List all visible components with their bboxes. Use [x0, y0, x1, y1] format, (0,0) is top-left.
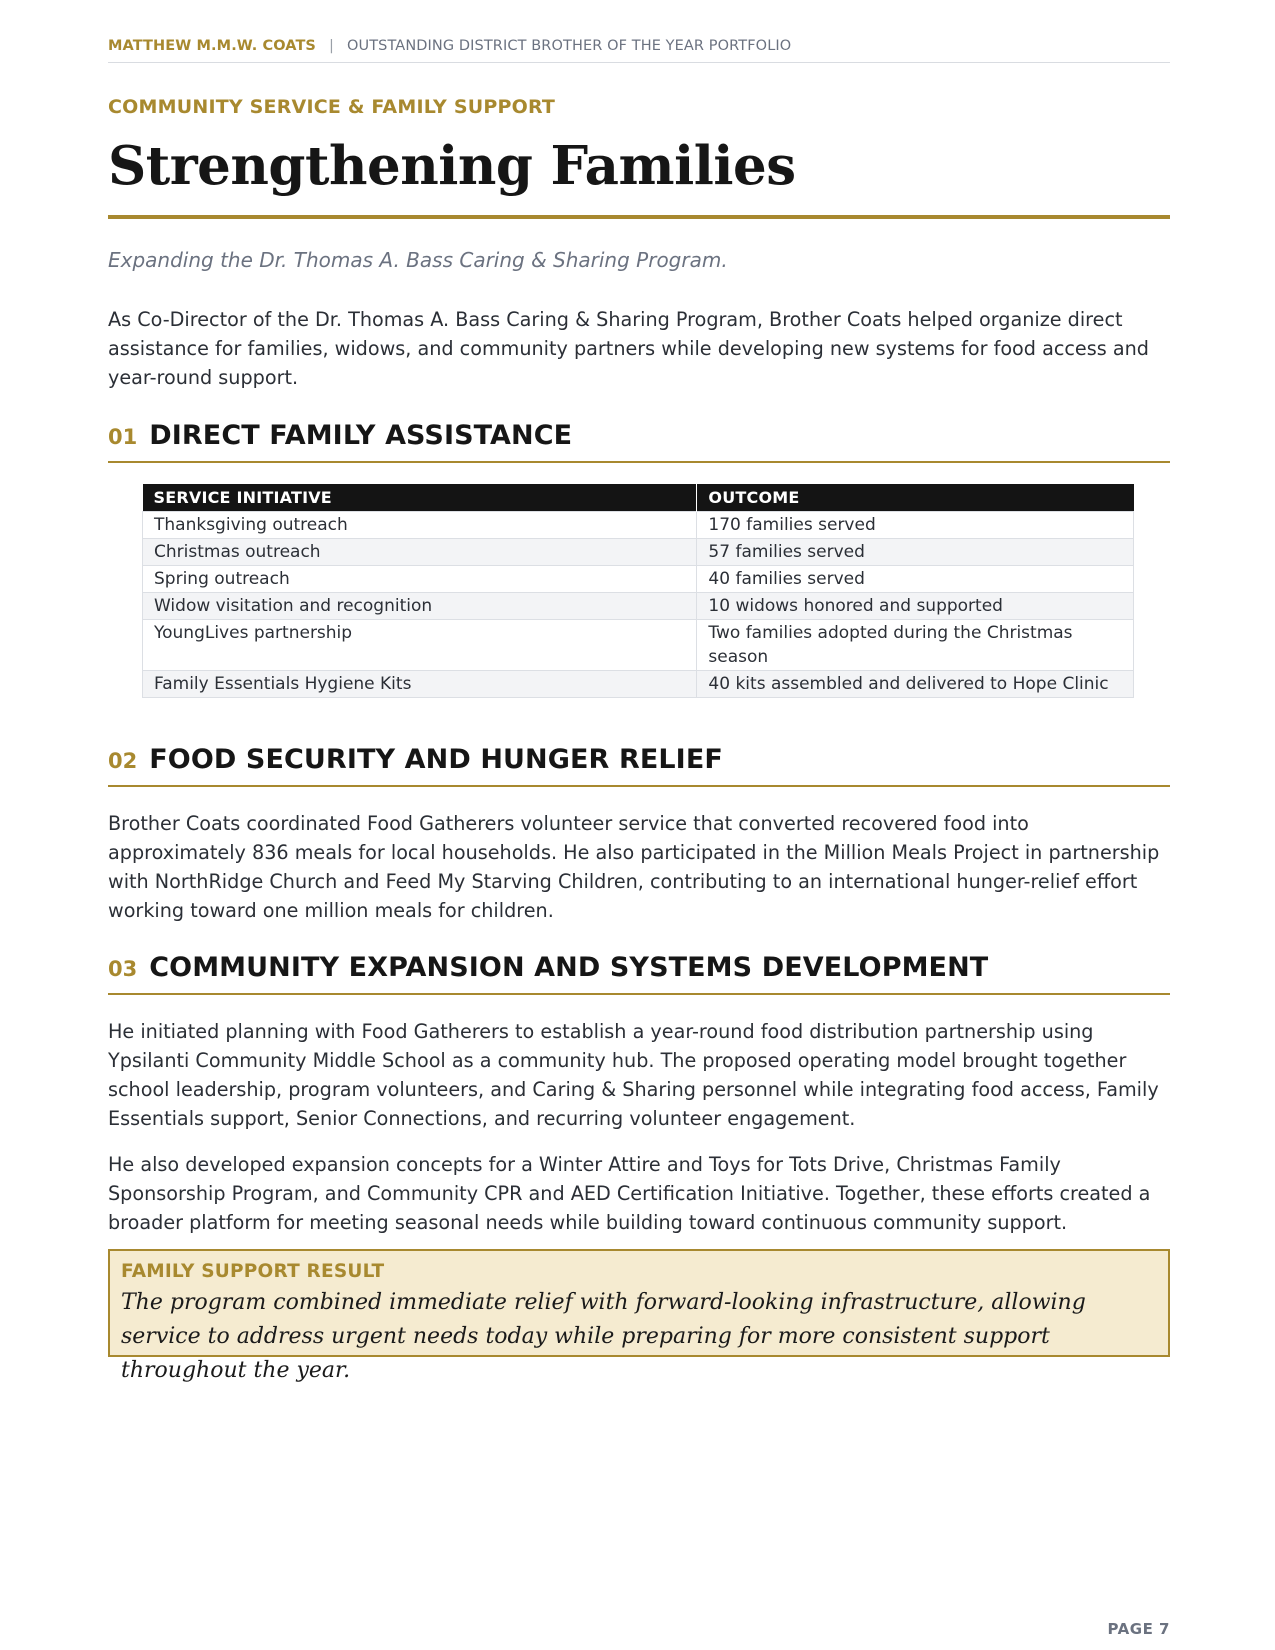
section-kicker: COMMUNITY SERVICE & FAMILY SUPPORT — [108, 96, 556, 118]
family-support-result-callout — [108, 1249, 1170, 1383]
section-title: COMMUNITY EXPANSION AND SYSTEMS DEVELOPMENT — [149, 952, 989, 983]
table-cell-initiative: Thanksgiving outreach — [143, 511, 697, 538]
section-number: 02 — [108, 749, 138, 773]
section-number: 03 — [108, 957, 138, 981]
section-heading-community-expansion — [108, 952, 1170, 995]
table-cell-outcome: 10 widows honored and supported — [697, 592, 1134, 619]
table-cell-outcome: 57 families served — [697, 538, 1134, 565]
section-heading-food-security — [108, 744, 1170, 787]
page-subtitle: Expanding the Dr. Thomas A. Bass Caring & Sharing Program. — [108, 248, 728, 272]
document-page — [108, 0, 1170, 1650]
table-cell-outcome: 170 families served — [697, 511, 1134, 538]
expansion-paragraph: He initiated planning with Food Gatherers to establish a year-round food distribution partnership using Ypsilanti Community Middle School as a community hub. The proposed operating model brought together school leadership, program volunteers, and Caring & Sharing personnel while integrating food access, Family Essentials support, Senior Connections, and recurring volunteer engagement. — [108, 1020, 1159, 1130]
column-header-service-initiative: SERVICE INITIATIVE — [143, 484, 697, 511]
expansion-paragraph: He also developed expansion concepts for a Winter Attire and Toys for Tots Drive, Christmas Family Sponsorship Program, and Community CPR and AED Certification Initiative. Together, these efforts created a broader platform for meeting seasonal needs while building toward continuous community support. — [108, 1153, 1151, 1234]
table-cell-initiative: Widow visitation and recognition — [143, 592, 697, 619]
header-author-name: MATTHEW M.M.W. COATS — [108, 38, 316, 54]
title-divider — [108, 215, 1170, 219]
table-row — [143, 565, 1134, 592]
section-title: DIRECT FAMILY ASSISTANCE — [149, 420, 573, 451]
table-header-row — [143, 484, 1134, 511]
table-row — [143, 511, 1134, 538]
table-cell-outcome: 40 families served — [697, 565, 1134, 592]
table-row — [143, 592, 1134, 619]
callout-quote: The program combined immediate relief with forward-looking infrastructure, allowing service to address urgent needs today while preparing for more consistent support throughout the year. — [121, 1290, 1086, 1383]
section-heading-direct-family-assistance — [108, 420, 1170, 463]
column-header-outcome: OUTCOME — [697, 484, 1134, 511]
table-cell-initiative: Christmas outreach — [143, 538, 697, 565]
table-cell-initiative: Spring outreach — [143, 565, 697, 592]
table-cell-outcome: 40 kits assembled and delivered to Hope Clinic — [697, 670, 1134, 697]
section-number: 01 — [108, 425, 138, 449]
header-separator: | — [328, 38, 334, 54]
table-cell-outcome: Two families adopted during the Christmas season — [697, 619, 1134, 670]
section-title: FOOD SECURITY AND HUNGER RELIEF — [149, 744, 723, 775]
callout-label: FAMILY SUPPORT RESULT — [121, 1261, 385, 1282]
table-row — [143, 670, 1134, 697]
service-initiative-table — [142, 484, 1134, 698]
table-cell-initiative: YoungLives partnership — [143, 619, 697, 670]
table-row — [143, 619, 1134, 670]
food-security-paragraph: Brother Coats coordinated Food Gatherers volunteer service that converted recovered food into approximately 836 meals for local households. He also participated in the Million Meals Project in partnership with NorthRidge Church and Feed My Starving Children, contributing to an international hunger-relief effort working toward one million meals for children. — [108, 812, 1160, 922]
table-row — [143, 538, 1134, 565]
intro-paragraph: As Co-Director of the Dr. Thomas A. Bass Caring & Sharing Program, Brother Coats helped organize direct assistance for families, widows, and community partners while developing new systems for food access and year-round support. — [108, 308, 1149, 389]
page-number: PAGE 7 — [1107, 1620, 1170, 1638]
page-title: Strengthening Families — [108, 135, 796, 197]
table-cell-initiative: Family Essentials Hygiene Kits — [143, 670, 697, 697]
header-portfolio-title: OUTSTANDING DISTRICT BROTHER OF THE YEAR PORTFOLIO — [346, 38, 792, 54]
running-header — [108, 38, 1170, 63]
